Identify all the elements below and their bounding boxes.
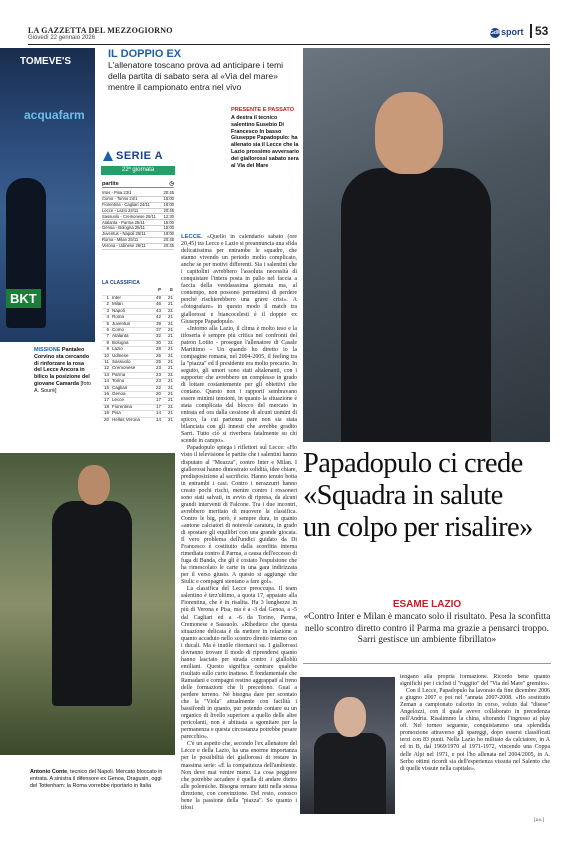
col-games: G: [169, 287, 173, 292]
match-teams: Juventus - Napoli 25/11: [102, 231, 146, 237]
standing-games: 21: [167, 410, 173, 416]
caption-body: Pantaleo Corvino sta cercando di rinforzare la rosa del Lecce Ancora in bilico la posizione del giovane Camarda: [34, 347, 90, 387]
standing-points: 46: [155, 301, 161, 307]
standing-points: 42: [155, 314, 161, 320]
masthead: LA GAZZETTA DEL MEZZOGIORNO: [28, 26, 173, 35]
standing-position: 11: [104, 359, 109, 364]
standing-games: 21: [167, 301, 173, 307]
standing-points: 14: [155, 416, 161, 422]
standings-row: [102, 410, 174, 416]
col-points: P: [158, 287, 161, 292]
standing-points: 37: [155, 327, 161, 332]
section-logo-badge: GdM: [490, 29, 502, 36]
coach-body: [52, 501, 132, 706]
standing-points: 17: [155, 403, 161, 409]
serie-a-box: [101, 144, 175, 427]
match-time: 20:45: [163, 243, 174, 249]
standing-position: 4: [106, 314, 109, 320]
standing-games: 21: [167, 365, 173, 371]
standing-games: 21: [167, 384, 173, 390]
section-logo: [490, 27, 524, 38]
standing-team: Roma: [112, 314, 125, 320]
standings-row: [102, 301, 174, 307]
standing-position: 10: [103, 352, 109, 358]
standing-games: 21: [167, 295, 173, 300]
standings-row: [102, 391, 174, 396]
standing-games: 21: [167, 320, 173, 326]
match-time: 18:00: [163, 201, 174, 207]
standing-team: Napoli: [112, 307, 125, 313]
standing-games: 21: [167, 333, 173, 339]
standings-row: [102, 333, 174, 339]
caption-kicker: PRESENTE E PASSATO: [231, 107, 295, 113]
match-time: 20:45: [163, 207, 174, 213]
coach-head: [334, 697, 366, 737]
standing-position: 18: [103, 403, 109, 409]
article-column-1: [181, 234, 297, 833]
standing-position: 3: [106, 307, 109, 313]
match-teams: Roma - Milan 25/11: [102, 237, 139, 243]
standing-points: 28: [155, 346, 161, 352]
standing-position: 14: [103, 378, 109, 384]
article-column-3: [400, 674, 550, 814]
standing-games: 21: [167, 359, 173, 364]
photo-credit: [foto A. Sourè]: [34, 380, 91, 394]
standings-row: [102, 307, 174, 313]
match-teams: Verona - Udinese 26/11: [102, 243, 146, 249]
article-body: «Quello in calendario sabato (ore 20,45) tra Lecce e Lazio si preannuncia una sfida delicatissima per entrambe le squadre, che stanno vivendo un periodo molto complicato, anche se per motivi differenti. Sia i salentini che i capitolini avrebbero l'assoluta necessità di conquistare l'intera posta in palio nel faccia a faccia della vestdasssima giornata ma, al contempo, non possono permettersi di perdere perché rischierebbero una grave crisi». A «fotografare» in questo modo il match tra giallorossi e biancocelesti è il doppio ex Giuseppe Papadopulo. «Intorno alla Lazio, il clima è molto teso e la tifoseria è sempre più critica nei confronti del patron Lotito - prosegue l'allenatore di Casale Marittimo - Un quando ho diretto io la compagine romana, nel 2004-2005, il feeling tra la "piazza" ed il presidente era molto precario. In seguito, gli umori sono stati altalenanti, con i supporter che avrebbero un complesso in grado di lottare costantemente per gli obiettivi che contano. Questo non i rapporti sembravano essere minimi tensioni, in quanto la situazione è stata complicata dal blocco del mercato in entrata ed ora dalla cessione di alcuni uomini di spicco, la cui partenza pare non sia stata bilanciata con gli innesti che avrebbe gradito Sarri. Tutto ciò si riverbera fatalmente su chi scende in campo». Papadopulo spiega i riflettori sul Lecce: «Ho visto il televisione le partite che i salentini hanno disputato al "Meazza", contro Inter e Milan. I giallorossi hanno dimostrato solidità, idee chiare, predisposizione al sacrificio. Hanno tenuto botta in entrambi i casi. Contro i nerazzurri hanno creato pochi rischi, mentre contro i rossoneri sono stati salvati, in avvio di ripresa, da alcuni grandi interventi di Falcone. Tra i due incontri, avrebbero meritato di muovere la classifica. Contro le big, però, è sempre dura, in quanto «antone calciatori di notevole caratura, in grado di spostare gli equilibri con una grande giocata. Il vero problema dell'undici guidato da Di Francesco è costituito dalla sconfitta interna rimediata contro il Parma, a causa dell'eccesso di fuga di Banda, che gli è costato l'espulsione che ha rimescolato le carte in una gara indirizzata per il verso giusto. A questo si aggiunge che Stulic e compagni stentano a fare gol». La classifica del Lecce preoccupa. Il team salentino è terz'ultimo, a quota 17, appaiato alla Fiorentina, che è in risalita. Ha 3 lunghezze in più di Verona e Pisa, ma è a -3 dal Genoa, a -5 dal Cagliari ed a -6 da Torino, Parma, Cremonese e Sassuolo. «Rihediece che questa situazione delicata è da mettere in relazione a quanto accaduto nello scontro diretto interno con i ducali. Ma è inutile ritornarci su. I giallorossi dovranno trovare il modo di riprendersi quanto hanno lasciato per strada contro i gialloblù emiliani. Questo significa centrare qualche risultato sullo curio inatteso. È fondamentale che Ramadani e compagni restino aggrappati al treno delle formazioni che li precedono. Guai a perdere terreno. Né bisogna dare per scontato che la "Viola" attualmente con facilità i bassifondi in quanto, pur potendo contare su un organico di livello superiore a quello delle altre pericolanti, non è abituata a sgomitare per la permanenza e questa circostanza potrebbe pesare parecchio». C'è un aspetto che, secondo l'ex allenatore del Lecce e della Lazio, ha una enorme importanza per le possibilità dei giallorossi di restare in massima serie: «È la compattezza dell'ambiente. Non deve mai venire meno. La cosa peggiore che potrebbe accadere è quella di andare dietro alle polemiche. Bisogna remare tutti nella stessa direzione, con convinzione. Del resto, conosco bene la passione della "piazza". So quanto i tifosi: [181, 234, 297, 811]
standing-games: 21: [167, 371, 173, 377]
standing-points: 14: [155, 410, 161, 416]
matches-header: [102, 181, 174, 188]
match-row: [102, 243, 174, 250]
standing-team: Inter: [112, 295, 122, 300]
clock-icon: ◷: [169, 181, 174, 187]
coach-head: [375, 92, 443, 174]
serie-a-logo-text: SERIE A: [116, 150, 164, 162]
match-time: 15:00: [163, 195, 174, 201]
standings-header: LA CLASSIFICA: [102, 280, 140, 286]
standing-team: Parma: [112, 371, 126, 377]
standing-points: 23: [155, 378, 161, 384]
standing-points: 43: [155, 307, 161, 313]
standings-row: [102, 378, 174, 384]
round-badge: 22ª giornata: [101, 166, 175, 175]
match-teams: Genoa - Bologna 25/11: [102, 225, 145, 231]
standings-row: [102, 359, 174, 364]
standing-position: 1: [106, 295, 109, 300]
standing-points: 49: [155, 295, 161, 300]
photo-di-francesco: [303, 48, 550, 442]
standings-row: [102, 314, 174, 320]
standing-team: Torino: [112, 378, 125, 384]
coach-body: [314, 733, 386, 814]
standing-position: 20: [103, 416, 109, 422]
standing-team: Milan: [112, 301, 123, 307]
standing-games: 21: [167, 403, 173, 409]
standing-position: 16: [103, 391, 109, 396]
photo-stadium-billboards: [0, 48, 95, 342]
standing-team: Como: [112, 327, 125, 332]
standing-team: Pisa: [112, 410, 121, 416]
headline-line: «Squadra in salute: [303, 480, 503, 511]
section-rule: [303, 663, 551, 664]
article-body-continued: tengano alla propria formazione. Ricordo bene quanto significhi per i ciclisti il "ruggito" del "Via del Mare" gremito». Con il Lecce, Papadopulo ha lavorato da fine dicembre 2006 a giugno 2007 e poi nel "annata 2007-2008. «Ho sostituito Zeman a campionato calcetto in corso, voluto dal "disese" Angelozzi, con il quale avevo collaborato in precedenza nell'Andria. Risalimmo la china, sfiorando l'ingresso ai play off. Nel torneo seguente, conquistammo una splendida promozione attraverso gli spareggi, dopo essersi classificati terzi con 83 punti. Nella Lazio ho militato da calciatore, in A ed in B, dal 1969/1970 al 1971-1972, vincendo una Coppa delle Alpi nel 1971, e poi l'ho allenata nel 2004/2005, in A. Serbo ottimi ricordi sia dell'esperienza vissuta nel Salento che di quelle vissute nella capitale».: [400, 674, 550, 772]
match-teams: Atalanta - Parma 25/11: [102, 219, 145, 225]
standing-position: 19: [103, 410, 109, 416]
standing-points: 23: [155, 365, 161, 371]
match-teams: Inter - Pisa 23/1: [102, 190, 132, 195]
standing-games: 21: [167, 391, 173, 396]
standing-games: 21: [167, 346, 173, 352]
standing-games: 21: [167, 307, 173, 313]
coach-head: [78, 465, 110, 505]
standing-position: 13: [103, 371, 109, 377]
standing-team: Sassuolo: [112, 359, 131, 364]
match-teams: Fiorentina - Cagliari 24/11: [102, 201, 150, 207]
standing-points: 17: [155, 397, 161, 403]
standings-row: [102, 339, 174, 345]
page-number: 53: [530, 24, 548, 38]
header-rule: [28, 44, 550, 45]
standing-points: 25: [155, 359, 161, 364]
match-teams: Lecce - Lazio 24/11: [102, 207, 139, 213]
esame-lazio-deck: «Contro Inter e Milan è mancato solo il risultato. Pesa la sconfitta nello scontro diretto contro il Parma ma grazie a pensarci troppo. Sarri gestisce un ambiente fibrillato»: [303, 612, 551, 645]
caption-presente: A destra il tecnico salentino Eusebio Di Francesco In basso Giuseppe Papadopulo: ha allenato sia il Lecce che la Lazio prossimo avversario dei giallorossi sabato sera al Via del Mare: [231, 115, 300, 169]
sponsor-billboard-1: TOMEVE'S: [20, 56, 72, 67]
standing-team: Cagliari: [112, 384, 128, 390]
standing-team: Udinese: [112, 352, 129, 358]
caption-title: MISSIONE: [34, 347, 61, 353]
author-signature: [a.s.]: [534, 818, 544, 823]
standing-position: 15: [103, 384, 109, 390]
photo-conte: [0, 453, 175, 755]
serie-a-logo-icon: [103, 151, 113, 161]
standings-row: [102, 352, 174, 358]
standing-points: 32: [155, 333, 161, 339]
standing-position: 5: [106, 320, 109, 326]
photo-papadopulo: [300, 677, 395, 814]
standings-row: [102, 365, 174, 371]
match-time: 12:30: [163, 213, 174, 219]
caption-title: Antonio Conte: [30, 769, 68, 775]
standing-games: 21: [167, 416, 173, 422]
standing-games: 21: [167, 397, 173, 403]
standing-team: Bologna: [112, 339, 129, 345]
sponsor-billboard-3: BKT: [6, 289, 41, 308]
match-time: 20:45: [163, 237, 174, 243]
standing-points: 26: [155, 352, 161, 358]
match-teams: Sassuolo - Cremonese 25/11: [102, 213, 156, 219]
standing-position: 9: [106, 346, 109, 352]
standing-team: Atalanta: [112, 333, 129, 339]
standing-position: 2: [106, 301, 109, 307]
standing-games: 21: [167, 314, 173, 320]
standings-row: [102, 416, 174, 422]
standing-position: 7: [106, 333, 109, 339]
standing-team: Genoa: [112, 391, 126, 396]
standing-games: 21: [167, 327, 173, 332]
standing-points: 23: [155, 371, 161, 377]
headline: [303, 448, 551, 544]
matches-label: partite: [102, 181, 119, 187]
standing-team: Cremonese: [112, 365, 136, 371]
standings-row: [102, 384, 174, 390]
doppio-ex-summary: L'allenatore toscano prova ad anticipare i temi della partita di sabato sera al «Via del mare» mentre il campionato entra nel vivo: [108, 60, 284, 92]
doppio-ex-kicker: IL DOPPIO EX: [108, 48, 182, 60]
match-time: 15:00: [163, 219, 174, 225]
standings-row: [102, 403, 174, 409]
standings-row: [102, 397, 174, 403]
standings-row: [102, 371, 174, 377]
standings-row: [102, 346, 174, 352]
standing-team: Juventus: [112, 320, 131, 326]
section-logo-text: sport: [501, 27, 524, 37]
standing-position: 8: [106, 339, 109, 345]
caption-conte: [30, 769, 170, 789]
standings-row: [102, 320, 174, 326]
standing-position: 6: [106, 327, 109, 332]
standing-points: 22: [155, 384, 161, 390]
standing-points: 39: [155, 320, 161, 326]
standing-points: 20: [155, 391, 161, 396]
standing-team: Lazio: [112, 346, 123, 352]
standings-row: [102, 295, 174, 300]
sponsor-billboard-2: acquafarm: [24, 108, 85, 122]
standing-team: Fiorentina: [112, 403, 133, 409]
dateline: Giovedì 22 gennaio 2026: [28, 35, 96, 41]
standing-team: Hellas Verona: [112, 416, 141, 422]
article-dateline: LECCE.: [181, 234, 203, 240]
standing-games: 21: [167, 339, 173, 345]
match-time: 18:00: [163, 231, 174, 237]
standing-points: 30: [155, 339, 161, 345]
standing-games: 21: [167, 378, 173, 384]
caption-missione: [34, 347, 92, 395]
headline-line: un colpo per risalire»: [303, 512, 533, 543]
standing-team: Lecce: [112, 397, 125, 403]
standing-position: 17: [103, 397, 109, 403]
match-time: 20:45: [163, 190, 174, 195]
standing-position: 12: [103, 365, 109, 371]
standings-row: [102, 327, 174, 332]
coach-body: [341, 168, 491, 442]
match-teams: Como - Torino 24/1: [102, 195, 138, 201]
match-time: 15:00: [163, 225, 174, 231]
caption-body: , tecnico del Napoli. Mercato bloccato in entrata. A sinistra il difensore ex Genoa, Dragusin, oggi del Tottenham: la Roma vorrebbe riportarlo in Italia: [30, 769, 163, 789]
headline-line: Papadopulo ci crede: [303, 448, 523, 479]
standing-games: 21: [167, 352, 173, 358]
esame-lazio-kicker: ESAME LAZIO: [392, 599, 462, 610]
serie-a-logo: [103, 150, 163, 162]
